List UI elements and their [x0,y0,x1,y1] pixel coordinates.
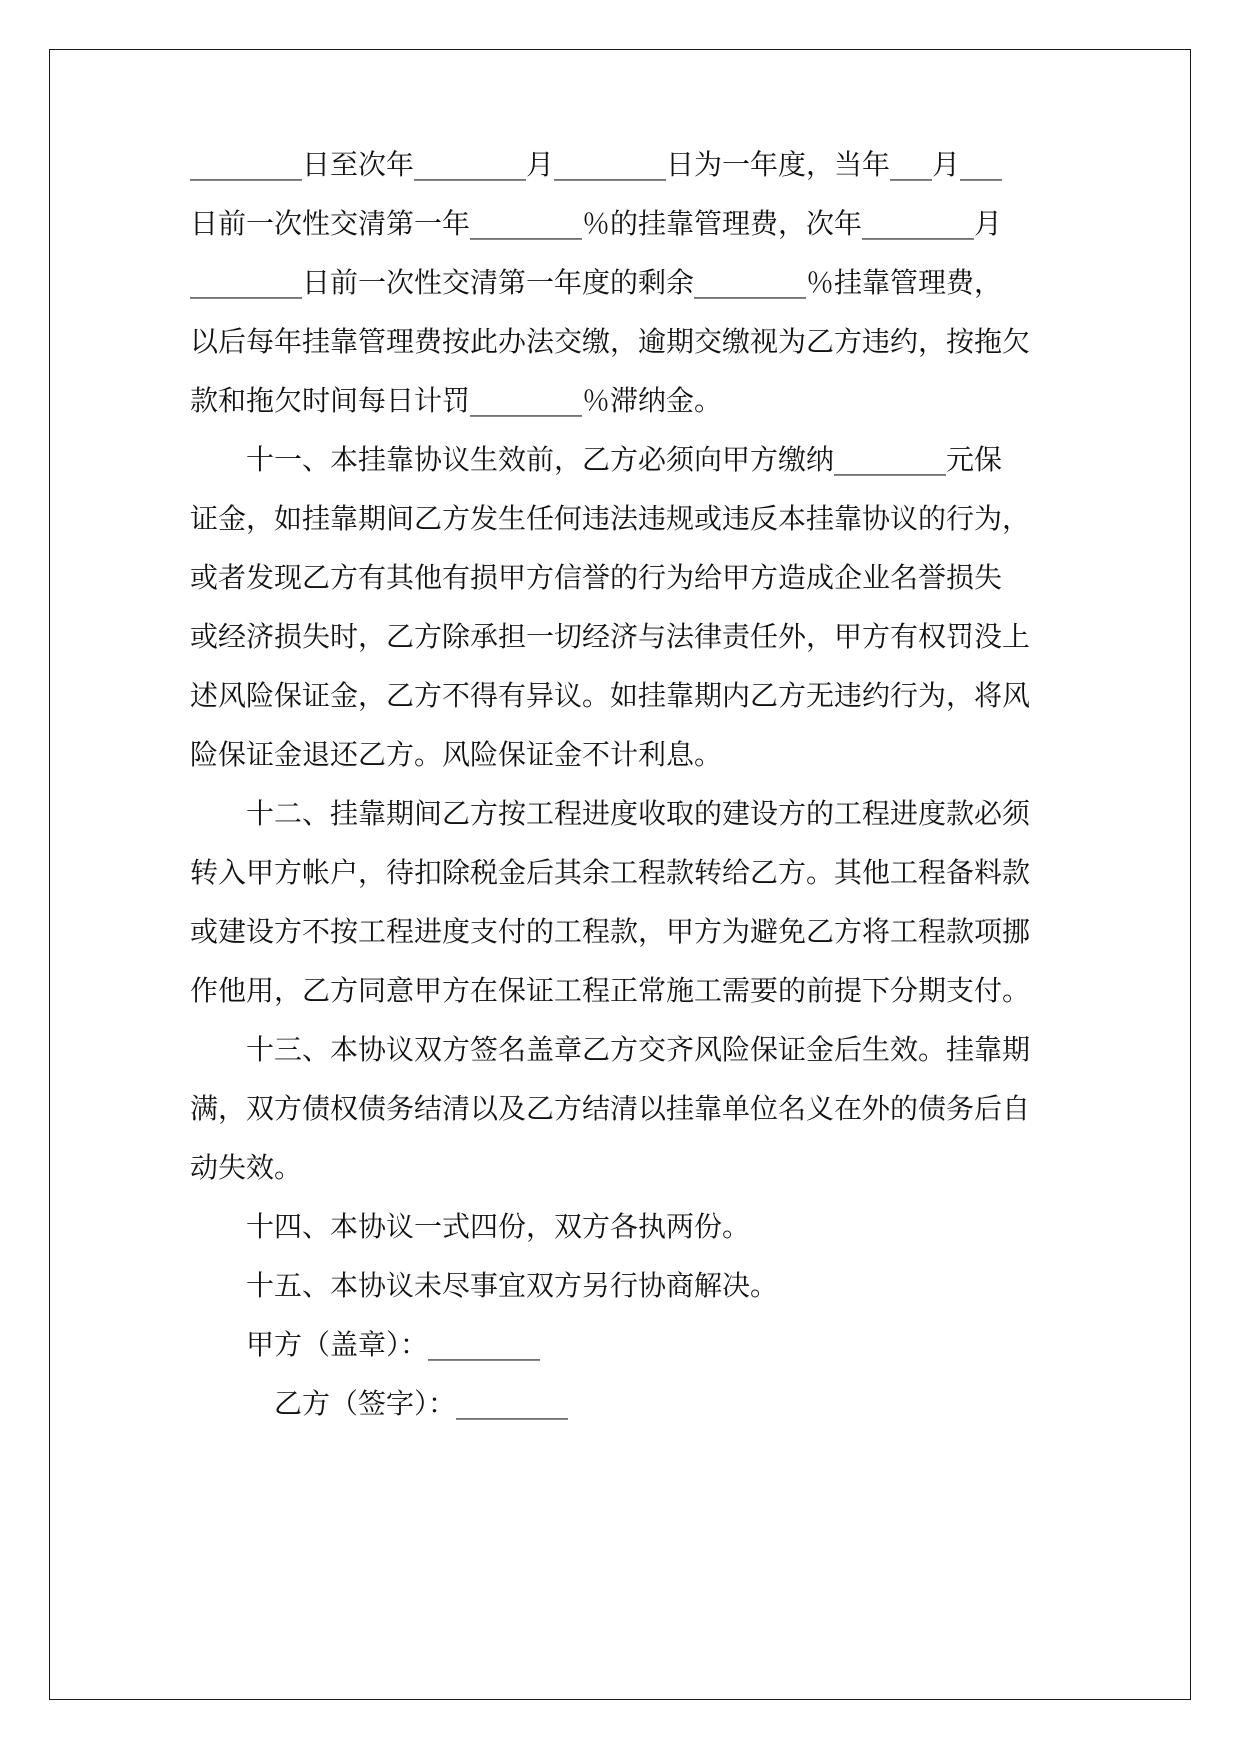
party-b-signature-line: 乙方（签字）：________ [190,1387,569,1420]
text-line: 十三、本协议双方签名盖章乙方交齐风险保证金后生效。挂靠期 [190,1033,1031,1066]
text-line: ________日前一次性交清第一年度的剩余________％挂靠管理费， [190,266,1003,299]
text-line: 动失效。 [190,1151,303,1184]
text-line: 述风险保证金，乙方不得有异议。如挂靠期内乙方无违约行为，将风 [190,679,1031,712]
text-line: 以后每年挂靠管理费按此办法交缴，逾期交缴视为乙方违约，按拖欠 [190,325,1031,358]
text-line: 十五、本协议未尽事宜双方另行协商解决。 [190,1269,779,1302]
text-line: 款和拖欠时间每日计罚________％滞纳金。 [190,384,723,417]
text-line: 或者发现乙方有其他有损甲方信誉的行为给甲方造成企业名誉损失 [190,561,1003,594]
text-line: 转入甲方帐户，待扣除税金后其余工程款转给乙方。其他工程备料款 [190,856,1031,889]
text-line: 十一、本挂靠协议生效前，乙方必须向甲方缴纳________元保 [190,443,1003,476]
text-line: 或经济损失时，乙方除承担一切经济与法律责任外，甲方有权罚没上 [190,620,1031,653]
party-a-signature-line: 甲方（盖章）：________ [190,1328,541,1361]
text-line: 十四、本协议一式四份，双方各执两份。 [190,1210,751,1243]
text-line: ________日至次年________月________日为一年度，当年___月___ [190,148,1003,181]
text-line: 十二、挂靠期间乙方按工程进度收取的建设方的工程进度款必须 [190,797,1031,830]
text-line: 证金，如挂靠期间乙方发生任何违法违规或违反本挂靠协议的行为， [190,502,1031,535]
text-line: 满，双方债权债务结清以及乙方结清以挂靠单位名义在外的债务后自 [190,1092,1031,1125]
text-line: 或建设方不按工程进度支付的工程款，甲方为避免乙方将工程款项挪 [190,915,1031,948]
text-line: 日前一次性交清第一年________％的挂靠管理费，次年________月 [190,207,1003,240]
text-line: 作他用，乙方同意甲方在保证工程正常施工需要的前提下分期支付。 [190,974,1031,1007]
text-line: 险保证金退还乙方。风险保证金不计利息。 [190,738,723,771]
